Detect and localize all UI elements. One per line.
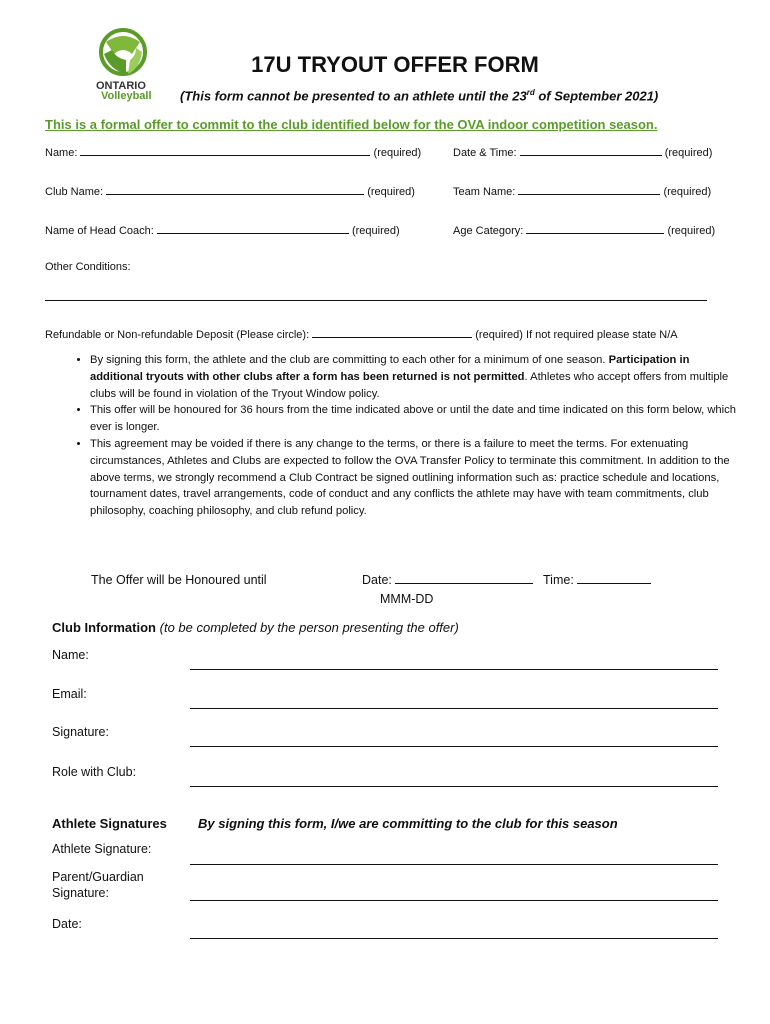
athlete-signature-label: Athlete Signature: xyxy=(52,842,152,856)
honour-time-line[interactable] xyxy=(577,573,651,584)
other-conditions-line[interactable] xyxy=(45,300,707,301)
email-label: Email: xyxy=(52,687,87,701)
form-title: 17U TRYOUT OFFER FORM xyxy=(251,52,539,77)
honour-date-line[interactable] xyxy=(395,573,533,584)
datetime-input-line[interactable] xyxy=(520,145,662,156)
offer-statement: This is a formal offer to commit to the club identified below for the OVA indoor competition season. xyxy=(45,117,658,132)
team-name-field[interactable]: Team Name: (required) xyxy=(453,186,712,198)
form-subtitle: (This form cannot be presented to an athlete until the 23rd of September 2021) xyxy=(180,88,659,104)
parent-signature-label-1: Parent/Guardian xyxy=(52,870,144,884)
role-label: Role with Club: xyxy=(52,765,137,779)
signature-label: Signature: xyxy=(52,725,109,739)
team-name-input-line[interactable] xyxy=(518,184,660,195)
honour-date-field[interactable]: Date: xyxy=(362,573,533,587)
head-coach-input-line[interactable] xyxy=(157,223,349,234)
terms-item: • This offer will be honoured for 36 hours from the time indicated above or until the date and time indicated on this form below, which ever is longer. xyxy=(90,402,740,436)
athlete-signatures-heading: Athlete Signatures xyxy=(52,816,167,831)
datetime-field[interactable]: Date & Time: (required) xyxy=(453,147,713,159)
other-conditions-label: Other Conditions: xyxy=(45,261,131,273)
role-line[interactable] xyxy=(190,786,718,787)
email-line[interactable] xyxy=(190,708,718,709)
age-category-input-line[interactable] xyxy=(526,223,664,234)
logo-text-volleyball: Volleyball xyxy=(101,90,152,102)
club-name-label: Name: xyxy=(52,648,89,662)
athlete-date-line[interactable] xyxy=(190,938,718,939)
honoured-until-label: The Offer will be Honoured until xyxy=(91,573,267,587)
athlete-signature-line[interactable] xyxy=(190,864,718,865)
name-input-line[interactable] xyxy=(80,145,370,156)
parent-signature-label-2: Signature: xyxy=(52,886,109,900)
age-category-field[interactable]: Age Category: (required) xyxy=(453,225,716,237)
parent-signature-line[interactable] xyxy=(190,900,718,901)
club-contact-name-line[interactable] xyxy=(190,669,718,670)
name-field[interactable]: Name: (required) xyxy=(45,147,422,159)
terms-item: • This agreement may be voided if there is any change to the terms, or there is a failure to meet the terms. For extenuating circumstances, Athletes and Clubs are expected to follow the OVA Transfer Policy to terminate this commitment. In addition to the above terms, we strongly recommend a Club Contract be signed outlining information such as: practice schedule and locations, tournament dates, travel arrangements, code of conduct and any conflicts the athlete may have with team commitments, club philosophy, coaching philosophy, and club refund policy. xyxy=(90,436,740,520)
deposit-input-line[interactable] xyxy=(312,327,472,338)
head-coach-field[interactable]: Name of Head Coach: (required) xyxy=(45,225,400,237)
logo-text-ontario: ONTARIO xyxy=(96,80,146,92)
terms-list xyxy=(68,352,740,520)
honour-time-field[interactable]: Time: xyxy=(543,573,651,587)
date-label: Date: xyxy=(52,917,82,931)
club-information-heading: Club Information (to be completed by the person presenting the offer) xyxy=(52,620,459,635)
club-signature-line[interactable] xyxy=(190,746,718,747)
club-name-input-line[interactable] xyxy=(106,184,364,195)
deposit-field[interactable]: Refundable or Non-refundable Deposit (Please circle): (required) If not required please state N/A xyxy=(45,329,678,341)
club-name-field[interactable]: Club Name: (required) xyxy=(45,186,415,198)
terms-item: • By signing this form, the athlete and the club are committing to each other for a minimum of one season. Participation in additional tryouts with other clubs after a form has been returned is not permitted. Athletes who accept offers from multiple clubs will be found in violation of the Tryout Window policy. xyxy=(90,352,740,402)
commitment-statement: By signing this form, I/we are committing to the club for this season xyxy=(198,816,618,831)
date-format-hint: MMM-DD xyxy=(380,592,434,606)
